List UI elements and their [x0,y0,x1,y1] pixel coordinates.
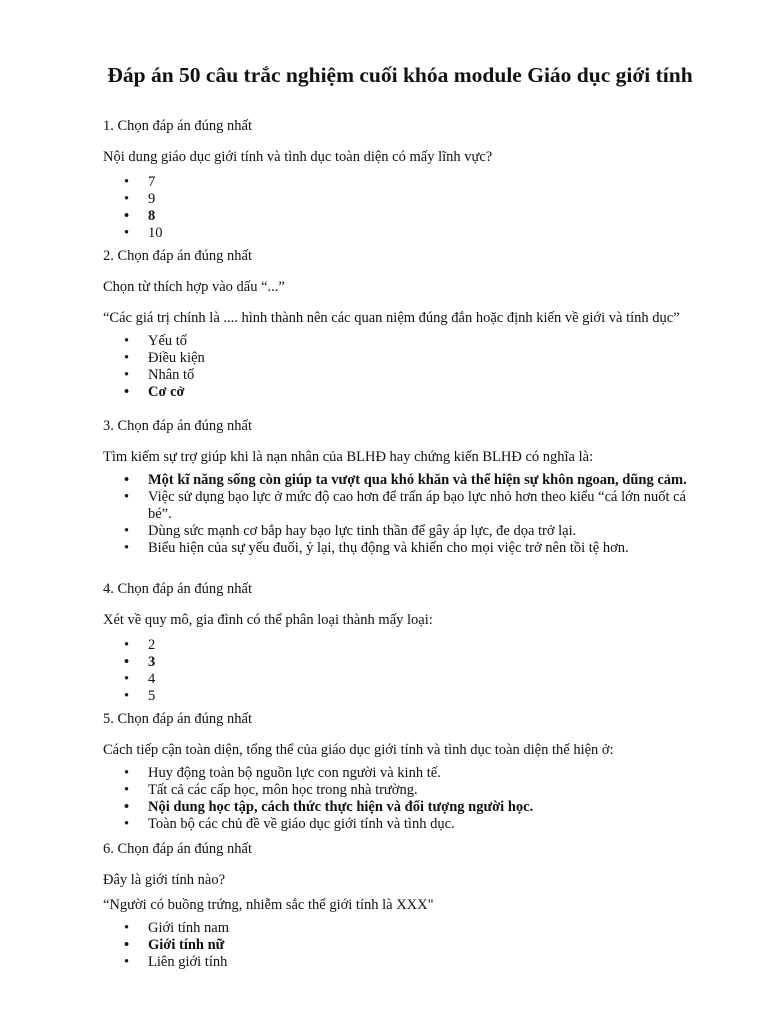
option-item: • 2 [148,637,703,654]
question-text: Cách tiếp cận toàn diện, tổng thể của giáo dục giới tính và tình dục toàn diện thể hiện ở: [103,742,614,758]
option-list [103,637,703,705]
option-item: • Huy động toàn bộ nguồn lực con người và kinh tế. [148,765,703,782]
question-2 [103,248,703,401]
question-text: Xét về quy mô, gia đình có thể phân loại thành mấy loại: [103,612,433,628]
option-item: • 7 [148,174,703,191]
option-item: • 9 [148,191,703,208]
option-item-correct: • Giới tính nữ [148,937,703,954]
option-item: • 10 [148,225,703,242]
option-item: • Dùng sức mạnh cơ bắp hay bạo lực tinh thần để gây áp lực, đe dọa trở lại. [148,523,703,540]
option-item: • Giới tính nam [148,920,703,937]
option-item: • Tất cả các cấp học, môn học trong nhà trường. [148,782,703,799]
question-text: Chọn từ thích hợp vào dấu “...” [103,279,285,295]
question-text: “Các giá trị chính là .... hình thành nên các quan niệm đúng đắn hoặc định kiến về giới và tính dục” [103,310,680,326]
question-header: 6. Chọn đáp án đúng nhất [103,841,253,857]
question-header: 4. Chọn đáp án đúng nhất [103,581,253,597]
option-item: • Yếu tố [148,333,703,350]
question-3 [103,418,703,557]
option-item-correct: • Nội dung học tập, cách thức thực hiện và đối tượng người học. [148,799,703,816]
option-item-correct: • Một kĩ năng sống còn giúp ta vượt qua khó khăn và thể hiện sự khôn ngoan, dũng cảm. [148,472,703,489]
question-text: “Người có buồng trứng, nhiễm sắc thể giới tính là XXX" [103,897,434,913]
option-item: • Nhân tố [148,367,703,384]
option-list [103,174,703,242]
question-text: Nội dung giáo dục giới tính và tình dục toàn diện có mấy lĩnh vực? [103,149,493,165]
option-item: • Việc sử dụng bạo lực ở mức độ cao hơn để trấn áp bạo lực nhỏ hơn theo kiểu “cá lớn nuốt cá bé”. [148,489,703,523]
question-text: Tìm kiếm sự trợ giúp khi là nạn nhân của BLHĐ hay chứng kiến BLHĐ có nghĩa là: [103,449,594,465]
option-item: • 4 [148,671,703,688]
document-title: Đáp án 50 câu trắc nghiệm cuối khóa module Giáo dục giới tính [107,63,693,87]
option-item: • Biểu hiện của sự yếu đuối, ỷ lại, thụ động và khiến cho mọi việc trở nên tồi tệ hơn. [148,540,703,557]
option-item-correct: • 3 [148,654,703,671]
option-list [103,472,703,557]
option-list [103,333,703,401]
option-item-correct: • 8 [148,208,703,225]
question-header: 3. Chọn đáp án đúng nhất [103,418,253,434]
question-4 [103,581,703,705]
question-header: 5. Chọn đáp án đúng nhất [103,711,253,727]
option-item: • Toàn bộ các chủ đề về giáo dục giới tính và tình dục. [148,816,703,833]
option-list [103,920,703,971]
option-item: • 5 [148,688,703,705]
question-1 [103,118,703,242]
option-item-correct: • Cơ cở [148,384,703,401]
option-item: • Điều kiện [148,350,703,367]
question-5 [103,711,703,833]
option-list [103,765,703,833]
question-header: 1. Chọn đáp án đúng nhất [103,118,253,134]
question-6 [103,841,703,971]
option-item: • Liên giới tính [148,954,703,971]
question-text: Đây là giới tính nào? [103,872,226,888]
question-header: 2. Chọn đáp án đúng nhất [103,248,253,264]
